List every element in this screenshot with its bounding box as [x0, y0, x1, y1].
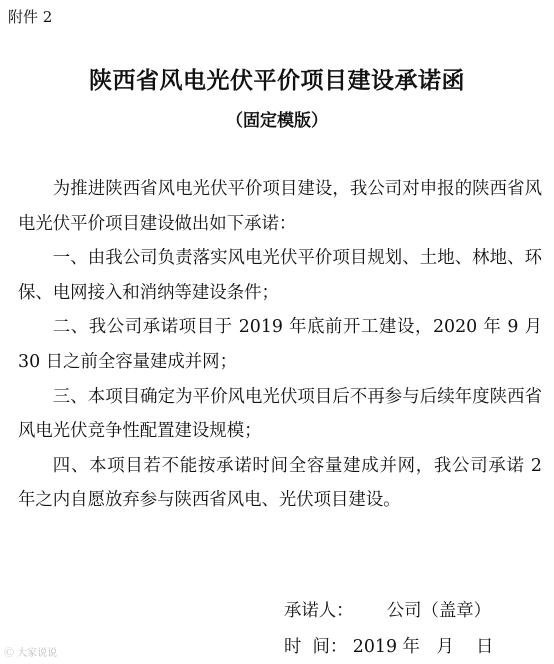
signatory-line: 承诺人： 公司（盖章） [284, 601, 492, 621]
commitment-item-4: 四、本项目若不能按承诺时间全容量建成并网，我公司承诺 2 年之内自愿放弃参与陕西省风电、光伏项目建设。 [18, 455, 542, 511]
document-title: 陕西省风电光伏平价项目建设承诺函 [89, 67, 465, 94]
commitment-item-1: 一、由我公司负责落实风电光伏平价项目规划、土地、林地、环保、电网接入和消纳等建设条件； [18, 248, 542, 303]
attachment-label: 附件 2 [8, 8, 53, 26]
document-subtitle: （固定模版） [226, 111, 328, 131]
intro-paragraph: 为推进陕西省风电光伏平价项目建设，我公司对申报的陕西省风电光伏平价项目建设做出如下承诺： [18, 179, 542, 234]
watermark: Ⓒ 大家说说 [4, 648, 58, 659]
document-body [18, 172, 542, 518]
commitment-item-3: 三、本项目确定为平价风电光伏项目后不再参与后续年度陕西省风电光伏竞争性配置建设规模； [18, 386, 542, 442]
commitment-item-2: 二、我公司承诺项目于 2019 年底前开工建设，2020 年 9 月 30 日之前全容量建成并网； [18, 317, 542, 372]
date-line: 时 间： 2019 年 月 日 [284, 637, 494, 657]
